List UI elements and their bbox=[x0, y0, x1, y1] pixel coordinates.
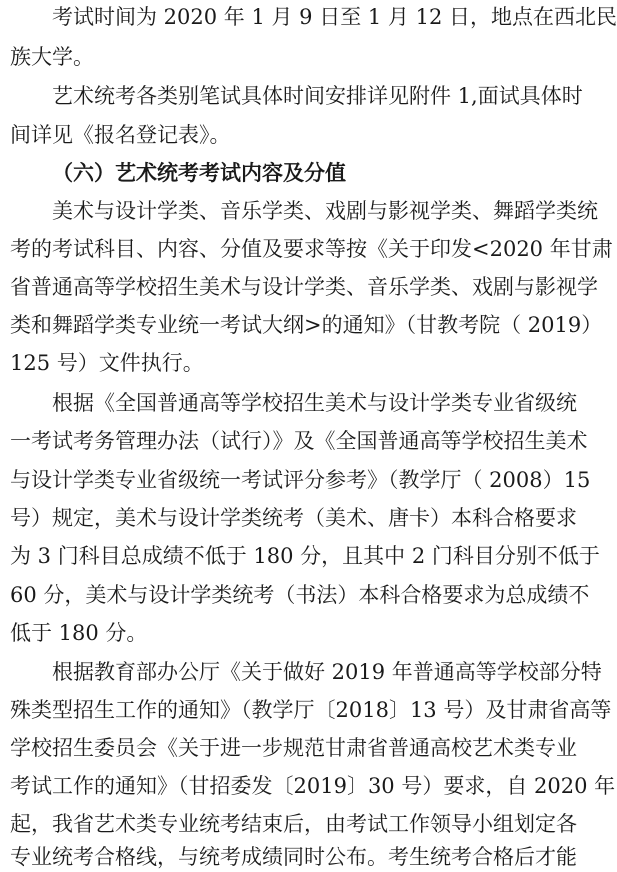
text-line: 考的考试科目、内容、分值及要求等按《关于印发<2020 年甘肃 bbox=[10, 237, 613, 261]
text-line: 号）规定，美术与设计学类统考（美术、唐卡）本科合格要求 bbox=[10, 506, 577, 530]
text-line: 60 分，美术与设计学类统考（书法）本科合格要求为总成绩不 bbox=[10, 583, 590, 607]
text-line: 考试工作的通知》（甘招委发〔2019〕30 号）要求，自 2020 年 bbox=[10, 774, 616, 798]
text-line: 125 号）文件执行。 bbox=[10, 351, 204, 375]
text-line: 省普通高等学校招生美术与设计学类、音乐学类、戏剧与影视学 bbox=[10, 275, 598, 299]
text-line: 一考试考务管理办法（试行）》及《全国普通高等学校招生美术 bbox=[10, 429, 588, 453]
text-line-partial: 专业统考合格线，与统考成绩同时公布。考生统考合格后才能 bbox=[10, 845, 577, 869]
text-line: 间详见《报名登记表》。 bbox=[10, 123, 231, 147]
text-line: 学校招生委员会《关于进一步规范甘肃省普通高校艺术类专业 bbox=[10, 736, 577, 760]
text-line: 低于 180 分。 bbox=[10, 621, 148, 645]
text-line: 起，我省艺术类专业统考结束后，由考试工作领导小组划定各 bbox=[10, 812, 577, 836]
text-line: 殊类型招生工作的通知》（教学厅〔2018〕13 号）及甘肃省高等 bbox=[10, 698, 612, 722]
text-line: 艺术统考各类别笔试具体时间安排详见附件 1,面试具体时 bbox=[52, 84, 583, 108]
text-line: 考试时间为 2020 年 1 月 9 日至 1 月 12 日，地点在西北民 bbox=[52, 5, 617, 29]
text-line: 根据《全国普通高等学校招生美术与设计学类专业省级统 bbox=[52, 391, 577, 415]
text-line: 族大学。 bbox=[10, 45, 94, 69]
text-line: 美术与设计学类、音乐学类、戏剧与影视学类、舞蹈学类统 bbox=[52, 199, 598, 223]
text-line: 根据教育部办公厅《关于做好 2019 年普通高等学校部分特 bbox=[52, 660, 602, 684]
text-line: 与设计学类专业省级统一考试评分参考》（教学厅（ 2008）15 bbox=[10, 468, 591, 492]
text-line: 类和舞蹈学类专业统一考试大纲>的通知》（甘教考院（ 2019） bbox=[10, 313, 603, 337]
text-line: 为 3 门科目总成绩不低于 180 分，且其中 2 门科目分别不低于 bbox=[10, 544, 600, 568]
section-heading: （六）艺术统考考试内容及分值 bbox=[52, 160, 346, 185]
